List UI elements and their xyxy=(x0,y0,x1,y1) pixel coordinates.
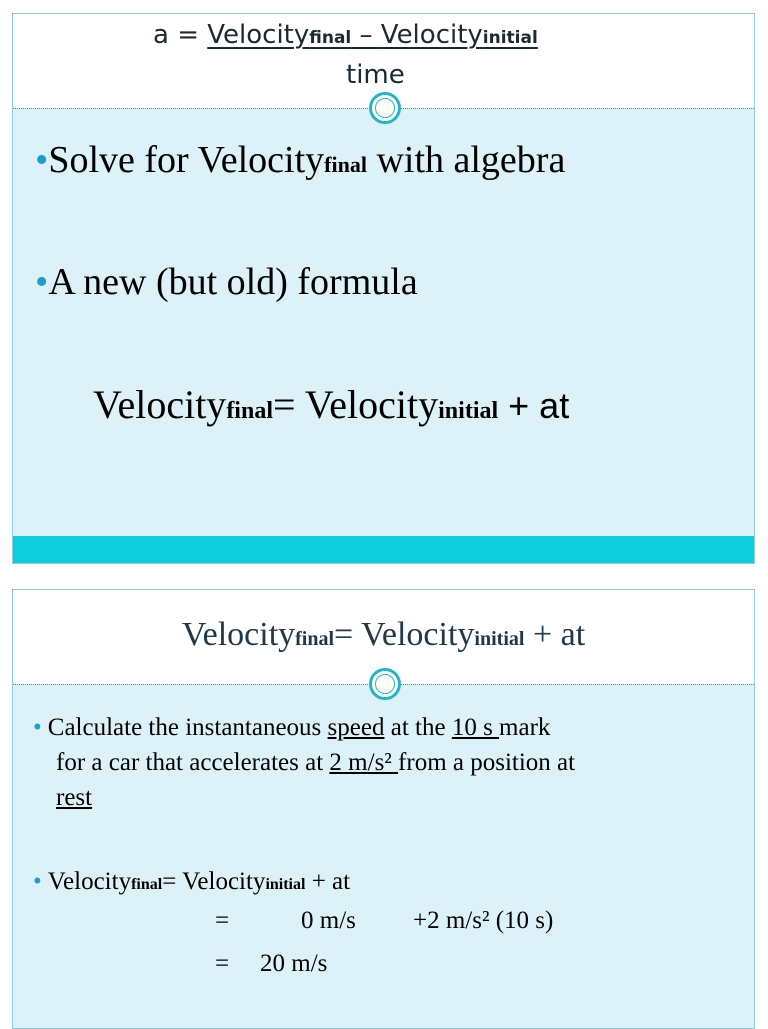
ten-seconds-term: 10 s xyxy=(451,714,500,741)
bullet-dot: • xyxy=(33,868,42,895)
bullet-dot: • xyxy=(35,261,49,303)
acceleration-formula-numerator xyxy=(153,20,538,50)
bullet-text: for a car that accelerates at xyxy=(56,749,330,776)
velocity-final-label: Velocity xyxy=(207,20,310,50)
initial-subscript: initial xyxy=(438,398,499,424)
final-subscript: final xyxy=(295,628,335,650)
calc-equals-2: = xyxy=(215,950,230,977)
bullet-text: mark xyxy=(499,714,551,741)
initial-subscript: initial xyxy=(474,628,525,650)
final-subscript: final xyxy=(324,152,367,177)
fraction-denominator: time xyxy=(346,60,405,90)
equals-velocity: = Velocity xyxy=(334,616,475,653)
initial-subscript: initial xyxy=(482,28,538,48)
bullet-dot: • xyxy=(33,714,42,741)
bullet-text: with algebra xyxy=(366,139,566,181)
equals-velocity: = Velocity xyxy=(273,382,439,427)
velocity-final-formula xyxy=(93,381,569,428)
bullet-text: Calculate the instantaneous xyxy=(47,714,328,741)
rest-term: rest xyxy=(56,784,93,811)
divider-circle-ornament xyxy=(369,668,401,700)
bullet-new-formula xyxy=(35,260,418,304)
divider-circle-ornament xyxy=(369,92,401,124)
velocity-label: Velocity xyxy=(181,616,296,653)
equals-velocity: = Velocity xyxy=(162,868,266,895)
calc-equals-1: = xyxy=(215,907,230,934)
velocity-initial-label: Velocity xyxy=(380,20,483,50)
plus-at: + at xyxy=(498,385,570,426)
bullet-text: Solve for Velocity xyxy=(48,139,325,181)
slide-footer-band xyxy=(13,536,754,563)
a-equals: a = xyxy=(153,20,208,50)
bullet-text: from a position at xyxy=(398,749,576,776)
bullet-calculate xyxy=(33,710,733,815)
bullet-solve xyxy=(35,138,565,182)
slide-1 xyxy=(12,13,755,564)
velocity-label: Velocity xyxy=(47,868,132,895)
velocity-label: Velocity xyxy=(93,382,227,427)
bullet-velocity-formula xyxy=(33,864,350,902)
fraction-numerator xyxy=(207,20,538,50)
bullet-text: at the xyxy=(384,714,452,741)
calc-result: 20 m/s xyxy=(260,950,328,977)
slide-2 xyxy=(12,589,755,1029)
acceleration-term: 2 m/s² xyxy=(329,749,399,776)
slide-2-title xyxy=(13,616,754,654)
minus-sign: – xyxy=(351,20,381,50)
bullet-dot: • xyxy=(35,139,49,181)
calc-initial-velocity: 0 m/s xyxy=(301,907,356,934)
plus-at: + at xyxy=(524,616,586,653)
initial-subscript: initial xyxy=(265,876,306,893)
bullet-text: A new (but old) formula xyxy=(48,261,418,303)
final-subscript: final xyxy=(131,876,163,893)
final-subscript: final xyxy=(226,398,273,424)
final-subscript: final xyxy=(309,28,352,48)
speed-term: speed xyxy=(327,714,385,741)
plus-at: + at xyxy=(305,868,351,895)
calc-at-term: +2 m/s² (10 s) xyxy=(413,907,554,934)
